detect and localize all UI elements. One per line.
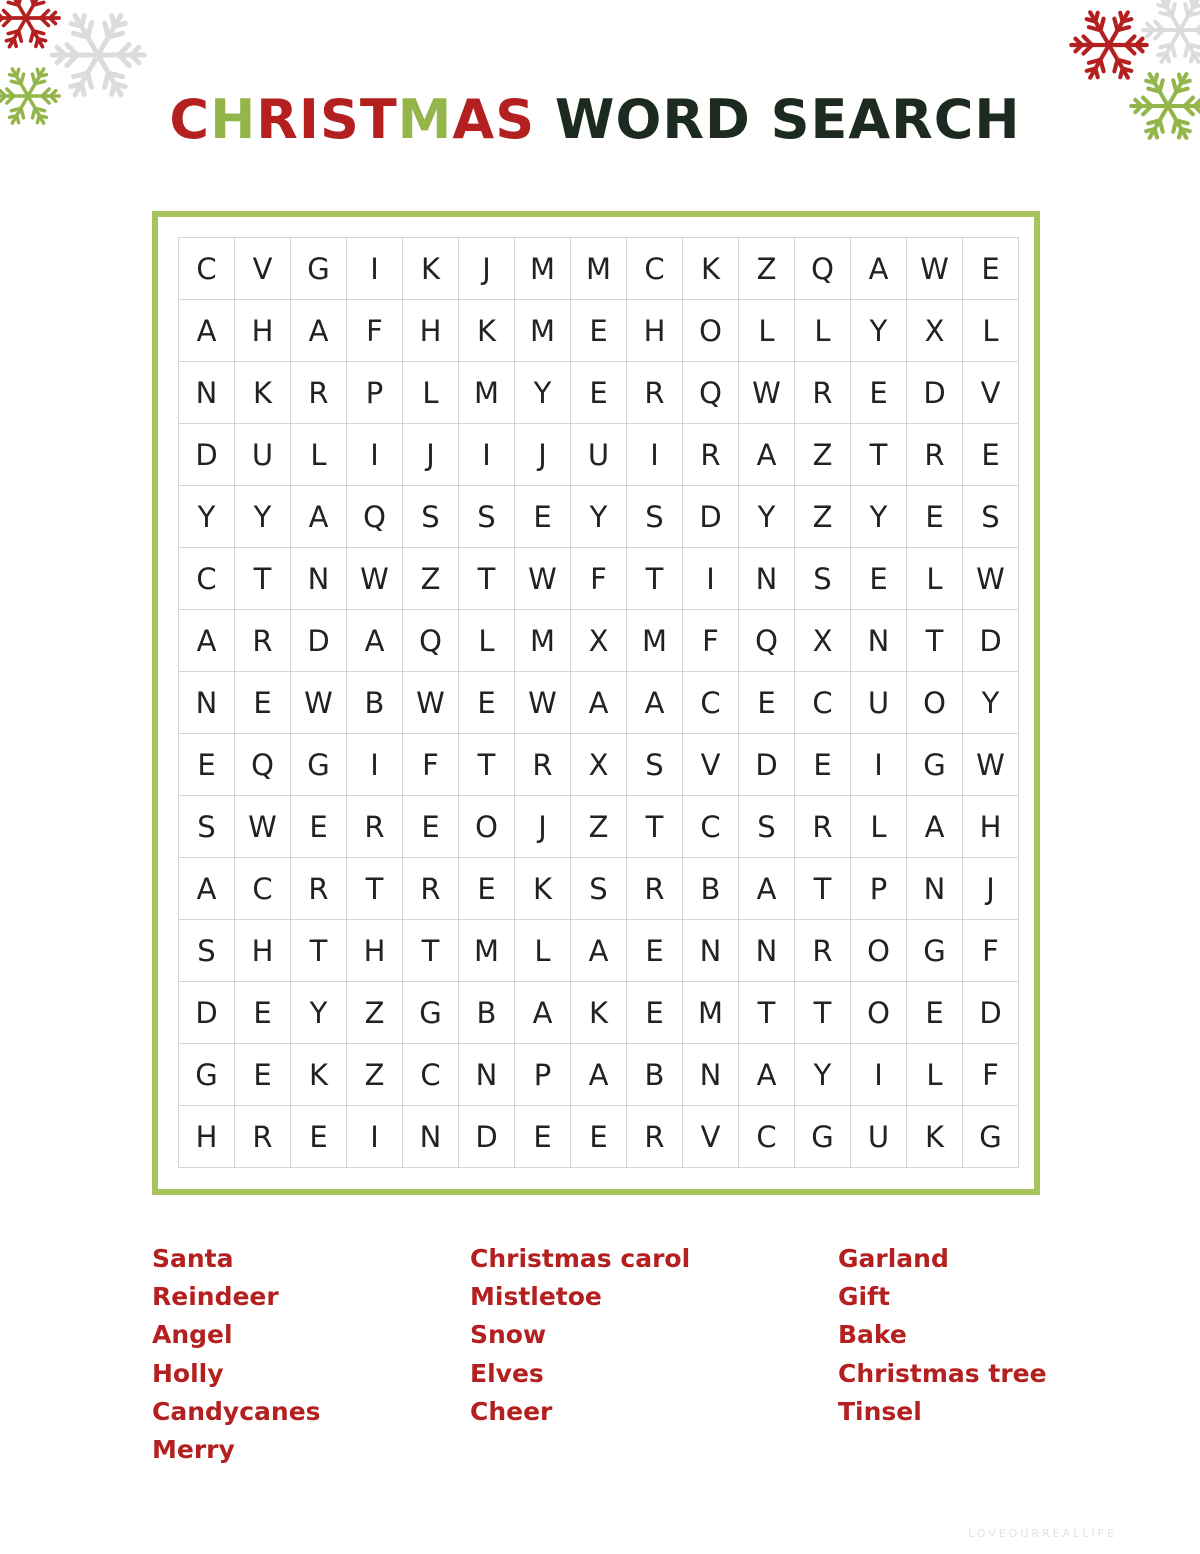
grid-cell[interactable]: T xyxy=(907,610,963,672)
grid-cell[interactable]: Y xyxy=(795,1044,851,1106)
grid-cell[interactable]: T xyxy=(739,982,795,1044)
title-segment: RIST xyxy=(256,88,398,151)
grid-cell[interactable]: J xyxy=(459,238,515,300)
grid-cell[interactable]: Q xyxy=(739,610,795,672)
grid-cell[interactable]: E xyxy=(571,362,627,424)
grid-cell[interactable]: N xyxy=(739,920,795,982)
grid-cell[interactable]: L xyxy=(403,362,459,424)
title-segment: H xyxy=(210,88,257,151)
grid-cell[interactable]: R xyxy=(795,796,851,858)
grid-cell[interactable]: M xyxy=(515,300,571,362)
grid-cell[interactable]: N xyxy=(403,1106,459,1168)
grid-cell[interactable]: E xyxy=(403,796,459,858)
grid-cell[interactable]: A xyxy=(291,486,347,548)
grid-cell[interactable]: A xyxy=(571,1044,627,1106)
grid-cell[interactable]: V xyxy=(683,1106,739,1168)
grid-cell[interactable]: Q xyxy=(683,362,739,424)
grid-cell[interactable]: A xyxy=(179,858,235,920)
grid-cell[interactable]: W xyxy=(963,548,1019,610)
grid-cell[interactable]: W xyxy=(291,672,347,734)
grid-cell[interactable]: I xyxy=(347,424,403,486)
grid-cell[interactable]: Z xyxy=(347,1044,403,1106)
grid-cell[interactable]: C xyxy=(179,238,235,300)
grid-cell[interactable]: T xyxy=(851,424,907,486)
grid-cell[interactable]: S xyxy=(403,486,459,548)
grid-cell[interactable]: C xyxy=(403,1044,459,1106)
word-list-item: Reindeer xyxy=(152,1282,279,1312)
grid-cell[interactable]: F xyxy=(963,1044,1019,1106)
page-title xyxy=(0,88,1190,151)
grid-cell[interactable]: E xyxy=(907,486,963,548)
grid-cell[interactable]: W xyxy=(739,362,795,424)
grid-cell[interactable]: Z xyxy=(795,424,851,486)
grid-cell[interactable]: U xyxy=(235,424,291,486)
grid-cell[interactable]: Q xyxy=(795,238,851,300)
grid-cell[interactable]: B xyxy=(683,858,739,920)
grid-cell[interactable]: H xyxy=(235,300,291,362)
grid-cell[interactable]: N xyxy=(179,672,235,734)
grid-cell[interactable]: E xyxy=(795,734,851,796)
grid-cell[interactable]: R xyxy=(403,858,459,920)
grid-cell[interactable]: E xyxy=(851,548,907,610)
grid-cell[interactable]: S xyxy=(179,796,235,858)
grid-cell[interactable]: G xyxy=(291,734,347,796)
grid-cell[interactable]: X xyxy=(795,610,851,672)
grid-cell[interactable]: R xyxy=(291,858,347,920)
grid-cell[interactable]: P xyxy=(851,858,907,920)
grid-cell[interactable]: O xyxy=(851,920,907,982)
grid-cell[interactable]: D xyxy=(963,610,1019,672)
grid-cell[interactable]: G xyxy=(291,238,347,300)
grid-cell[interactable]: H xyxy=(235,920,291,982)
title-segment: AS xyxy=(452,88,536,151)
word-list-column-2 xyxy=(470,1240,690,1431)
grid-cell[interactable]: P xyxy=(515,1044,571,1106)
grid-cell[interactable]: A xyxy=(179,610,235,672)
grid-cell[interactable]: B xyxy=(627,1044,683,1106)
title-segment: C xyxy=(169,88,211,151)
grid-cell[interactable]: H xyxy=(179,1106,235,1168)
grid-cell[interactable]: Y xyxy=(235,486,291,548)
grid-cell[interactable]: A xyxy=(571,920,627,982)
grid-cell[interactable]: J xyxy=(403,424,459,486)
grid-cell[interactable]: V xyxy=(963,362,1019,424)
grid-cell[interactable]: E xyxy=(963,238,1019,300)
grid-cell[interactable]: D xyxy=(739,734,795,796)
grid-cell[interactable]: F xyxy=(571,548,627,610)
grid-cell[interactable]: B xyxy=(347,672,403,734)
grid-cell[interactable]: I xyxy=(851,734,907,796)
grid-cell[interactable]: W xyxy=(907,238,963,300)
grid-cell[interactable]: S xyxy=(963,486,1019,548)
word-list-item: Candycanes xyxy=(152,1396,321,1426)
grid-cell[interactable]: N xyxy=(851,610,907,672)
grid-cell[interactable]: F xyxy=(683,610,739,672)
grid-cell[interactable]: Z xyxy=(571,796,627,858)
grid-cell[interactable]: A xyxy=(739,424,795,486)
grid-cell[interactable]: Y xyxy=(571,486,627,548)
grid-cell[interactable]: A xyxy=(515,982,571,1044)
grid-cell[interactable]: A xyxy=(851,238,907,300)
grid-cell[interactable]: N xyxy=(683,920,739,982)
grid-cell[interactable]: G xyxy=(795,1106,851,1168)
grid-cell[interactable]: M xyxy=(571,238,627,300)
grid-cell[interactable]: G xyxy=(179,1044,235,1106)
grid-cell[interactable]: M xyxy=(515,610,571,672)
grid-cell[interactable]: P xyxy=(347,362,403,424)
grid-cell[interactable]: D xyxy=(907,362,963,424)
grid-cell[interactable]: D xyxy=(179,982,235,1044)
grid-cell[interactable]: Y xyxy=(291,982,347,1044)
grid-cell[interactable]: T xyxy=(795,982,851,1044)
grid-cell[interactable]: T xyxy=(795,858,851,920)
grid-cell[interactable]: V xyxy=(235,238,291,300)
grid-cell[interactable]: U xyxy=(851,672,907,734)
grid-cell[interactable]: W xyxy=(347,548,403,610)
grid-cell[interactable]: C xyxy=(179,548,235,610)
word-list-item: Elves xyxy=(470,1358,544,1388)
grid-cell[interactable]: K xyxy=(683,238,739,300)
grid-cell[interactable]: I xyxy=(851,1044,907,1106)
grid-cell[interactable]: S xyxy=(459,486,515,548)
grid-cell[interactable]: E xyxy=(235,982,291,1044)
title-segment: WORD SEARCH xyxy=(535,88,1021,151)
grid-cell[interactable]: K xyxy=(907,1106,963,1168)
grid-cell[interactable]: B xyxy=(459,982,515,1044)
word-list-item: Christmas carol xyxy=(470,1244,691,1273)
grid-cell[interactable]: N xyxy=(179,362,235,424)
grid-cell[interactable]: N xyxy=(683,1044,739,1106)
grid-cell[interactable]: E xyxy=(235,672,291,734)
word-list-item: Gift xyxy=(838,1282,890,1312)
grid-cell[interactable]: L xyxy=(515,920,571,982)
grid-cell[interactable]: E xyxy=(515,1106,571,1168)
grid-cell[interactable]: E xyxy=(291,1106,347,1168)
grid-cell[interactable]: R xyxy=(235,1106,291,1168)
grid-cell[interactable]: O xyxy=(683,300,739,362)
grid-cell[interactable]: H xyxy=(403,300,459,362)
grid-cell[interactable]: F xyxy=(403,734,459,796)
grid-cell[interactable]: I xyxy=(627,424,683,486)
grid-cell[interactable]: E xyxy=(235,1044,291,1106)
grid-cell[interactable]: G xyxy=(907,734,963,796)
word-list-item: Angel xyxy=(152,1320,233,1350)
grid-cell[interactable]: E xyxy=(627,920,683,982)
grid-cell[interactable]: C xyxy=(795,672,851,734)
grid-cell[interactable]: Z xyxy=(403,548,459,610)
grid-cell[interactable]: T xyxy=(459,548,515,610)
grid-cell[interactable]: H xyxy=(347,920,403,982)
grid-cell[interactable]: M xyxy=(459,362,515,424)
grid-cell[interactable]: A xyxy=(347,610,403,672)
grid-cell[interactable]: S xyxy=(795,548,851,610)
grid-cell[interactable]: S xyxy=(627,734,683,796)
grid-cell[interactable]: U xyxy=(851,1106,907,1168)
grid-cell[interactable]: R xyxy=(235,610,291,672)
grid-cell[interactable]: C xyxy=(627,238,683,300)
grid-cell[interactable]: E xyxy=(571,1106,627,1168)
grid-cell[interactable]: L xyxy=(851,796,907,858)
grid-cell[interactable]: L xyxy=(459,610,515,672)
grid-cell[interactable]: E xyxy=(459,672,515,734)
grid-cell[interactable]: I xyxy=(683,548,739,610)
grid-cell[interactable]: Q xyxy=(347,486,403,548)
grid-cell[interactable]: X xyxy=(571,610,627,672)
grid-cell[interactable]: R xyxy=(347,796,403,858)
grid-cell[interactable]: R xyxy=(907,424,963,486)
watermark: LOVEOURREALLIFE xyxy=(968,1527,1117,1540)
grid-cell[interactable]: I xyxy=(459,424,515,486)
grid-cell[interactable]: Y xyxy=(963,672,1019,734)
grid-cell[interactable]: H xyxy=(963,796,1019,858)
letter-grid xyxy=(178,237,1019,1168)
grid-cell[interactable]: K xyxy=(515,858,571,920)
grid-cell[interactable]: X xyxy=(571,734,627,796)
grid-cell[interactable]: S xyxy=(627,486,683,548)
grid-cell[interactable]: Z xyxy=(795,486,851,548)
grid-cell[interactable]: I xyxy=(347,1106,403,1168)
grid-cell[interactable]: R xyxy=(795,362,851,424)
grid-cell[interactable]: R xyxy=(627,1106,683,1168)
grid-cell[interactable]: O xyxy=(459,796,515,858)
word-list-item: Santa xyxy=(152,1244,234,1273)
word-list-item: Christmas tree xyxy=(838,1358,1047,1388)
grid-cell[interactable]: N xyxy=(459,1044,515,1106)
word-list-column-1 xyxy=(152,1240,321,1469)
grid-cell[interactable]: N xyxy=(291,548,347,610)
grid-cell[interactable]: D xyxy=(291,610,347,672)
word-list-item: Merry xyxy=(152,1435,235,1465)
grid-cell[interactable]: T xyxy=(235,548,291,610)
grid-cell[interactable]: A xyxy=(739,1044,795,1106)
grid-cell[interactable]: T xyxy=(403,920,459,982)
grid-cell[interactable]: L xyxy=(907,548,963,610)
grid-cell[interactable]: S xyxy=(739,796,795,858)
grid-cell[interactable]: Q xyxy=(235,734,291,796)
title-segment: M xyxy=(397,88,453,151)
grid-cell[interactable]: W xyxy=(515,548,571,610)
grid-cell[interactable]: N xyxy=(907,858,963,920)
grid-cell[interactable]: A xyxy=(291,300,347,362)
grid-cell[interactable]: Y xyxy=(851,486,907,548)
grid-cell[interactable]: J xyxy=(515,424,571,486)
word-list-item: Snow xyxy=(470,1320,547,1350)
grid-cell[interactable]: M xyxy=(459,920,515,982)
grid-cell[interactable]: I xyxy=(347,238,403,300)
grid-cell[interactable]: F xyxy=(963,920,1019,982)
grid-cell[interactable]: E xyxy=(291,796,347,858)
grid-cell[interactable]: U xyxy=(571,424,627,486)
grid-cell[interactable]: E xyxy=(963,424,1019,486)
grid-cell[interactable]: A xyxy=(179,300,235,362)
grid-cell[interactable]: E xyxy=(627,982,683,1044)
grid-cell[interactable]: I xyxy=(347,734,403,796)
grid-cell[interactable]: N xyxy=(739,548,795,610)
grid-cell[interactable]: R xyxy=(627,362,683,424)
grid-cell[interactable]: E xyxy=(515,486,571,548)
grid-cell[interactable]: T xyxy=(459,734,515,796)
grid-cell[interactable]: E xyxy=(739,672,795,734)
grid-cell[interactable]: D xyxy=(459,1106,515,1168)
grid-cell[interactable]: D xyxy=(963,982,1019,1044)
grid-cell[interactable]: J xyxy=(515,796,571,858)
grid-cell[interactable]: L xyxy=(963,300,1019,362)
puzzle-frame xyxy=(152,211,1040,1195)
grid-cell[interactable]: T xyxy=(347,858,403,920)
grid-cell[interactable]: W xyxy=(403,672,459,734)
grid-cell[interactable]: A xyxy=(739,858,795,920)
grid-cell[interactable]: A xyxy=(627,672,683,734)
word-list-item: Tinsel xyxy=(838,1396,922,1426)
word-list-item: Holly xyxy=(152,1358,224,1388)
grid-cell[interactable]: W xyxy=(963,734,1019,796)
grid-cell[interactable]: L xyxy=(739,300,795,362)
grid-cell[interactable]: G xyxy=(907,920,963,982)
grid-cell[interactable]: R xyxy=(795,920,851,982)
grid-cell[interactable]: Y xyxy=(515,362,571,424)
grid-cell[interactable]: L xyxy=(795,300,851,362)
grid-cell[interactable]: E xyxy=(851,362,907,424)
grid-cell[interactable]: Y xyxy=(179,486,235,548)
grid-cell[interactable]: M xyxy=(683,982,739,1044)
word-list-item: Bake xyxy=(838,1320,907,1350)
grid-cell[interactable]: Z xyxy=(739,238,795,300)
grid-cell[interactable]: T xyxy=(627,548,683,610)
grid-cell[interactable]: M xyxy=(515,238,571,300)
grid-cell[interactable]: C xyxy=(683,672,739,734)
grid-cell[interactable]: E xyxy=(459,858,515,920)
grid-cell[interactable]: C xyxy=(683,796,739,858)
grid-cell[interactable]: W xyxy=(235,796,291,858)
grid-cell[interactable]: X xyxy=(907,300,963,362)
grid-cell[interactable]: K xyxy=(403,238,459,300)
grid-cell[interactable]: T xyxy=(291,920,347,982)
word-list-item: Mistletoe xyxy=(470,1282,602,1312)
grid-cell[interactable]: A xyxy=(571,672,627,734)
grid-cell[interactable]: C xyxy=(739,1106,795,1168)
grid-cell[interactable]: F xyxy=(347,300,403,362)
grid-cell[interactable]: L xyxy=(291,424,347,486)
grid-cell[interactable]: W xyxy=(515,672,571,734)
grid-cell[interactable]: D xyxy=(683,486,739,548)
grid-cell[interactable]: G xyxy=(963,1106,1019,1168)
grid-cell[interactable]: C xyxy=(235,858,291,920)
grid-cell[interactable]: S xyxy=(179,920,235,982)
grid-cell[interactable]: S xyxy=(571,858,627,920)
grid-cell[interactable]: Y xyxy=(851,300,907,362)
grid-cell[interactable]: Z xyxy=(347,982,403,1044)
grid-cell[interactable]: K xyxy=(459,300,515,362)
grid-cell[interactable]: D xyxy=(179,424,235,486)
grid-cell[interactable]: H xyxy=(627,300,683,362)
grid-cell[interactable]: Q xyxy=(403,610,459,672)
word-list-item: Cheer xyxy=(470,1396,553,1426)
grid-cell[interactable]: E xyxy=(907,982,963,1044)
grid-cell[interactable]: O xyxy=(851,982,907,1044)
grid-cell[interactable]: R xyxy=(515,734,571,796)
grid-cell[interactable]: Y xyxy=(739,486,795,548)
grid-cell[interactable]: M xyxy=(627,610,683,672)
word-list-item: Garland xyxy=(838,1244,949,1273)
grid-cell[interactable]: T xyxy=(627,796,683,858)
grid-cell[interactable]: K xyxy=(235,362,291,424)
grid-cell[interactable]: E xyxy=(179,734,235,796)
grid-cell[interactable]: R xyxy=(627,858,683,920)
grid-cell[interactable]: E xyxy=(571,300,627,362)
grid-cell[interactable]: V xyxy=(683,734,739,796)
word-list-column-3 xyxy=(838,1240,1047,1431)
grid-cell[interactable]: R xyxy=(683,424,739,486)
grid-cell[interactable]: L xyxy=(907,1044,963,1106)
grid-cell[interactable]: K xyxy=(291,1044,347,1106)
grid-cell[interactable]: G xyxy=(403,982,459,1044)
grid-cell[interactable]: R xyxy=(291,362,347,424)
grid-cell[interactable]: J xyxy=(963,858,1019,920)
grid-cell[interactable]: K xyxy=(571,982,627,1044)
grid-cell[interactable]: O xyxy=(907,672,963,734)
grid-cell[interactable]: A xyxy=(907,796,963,858)
